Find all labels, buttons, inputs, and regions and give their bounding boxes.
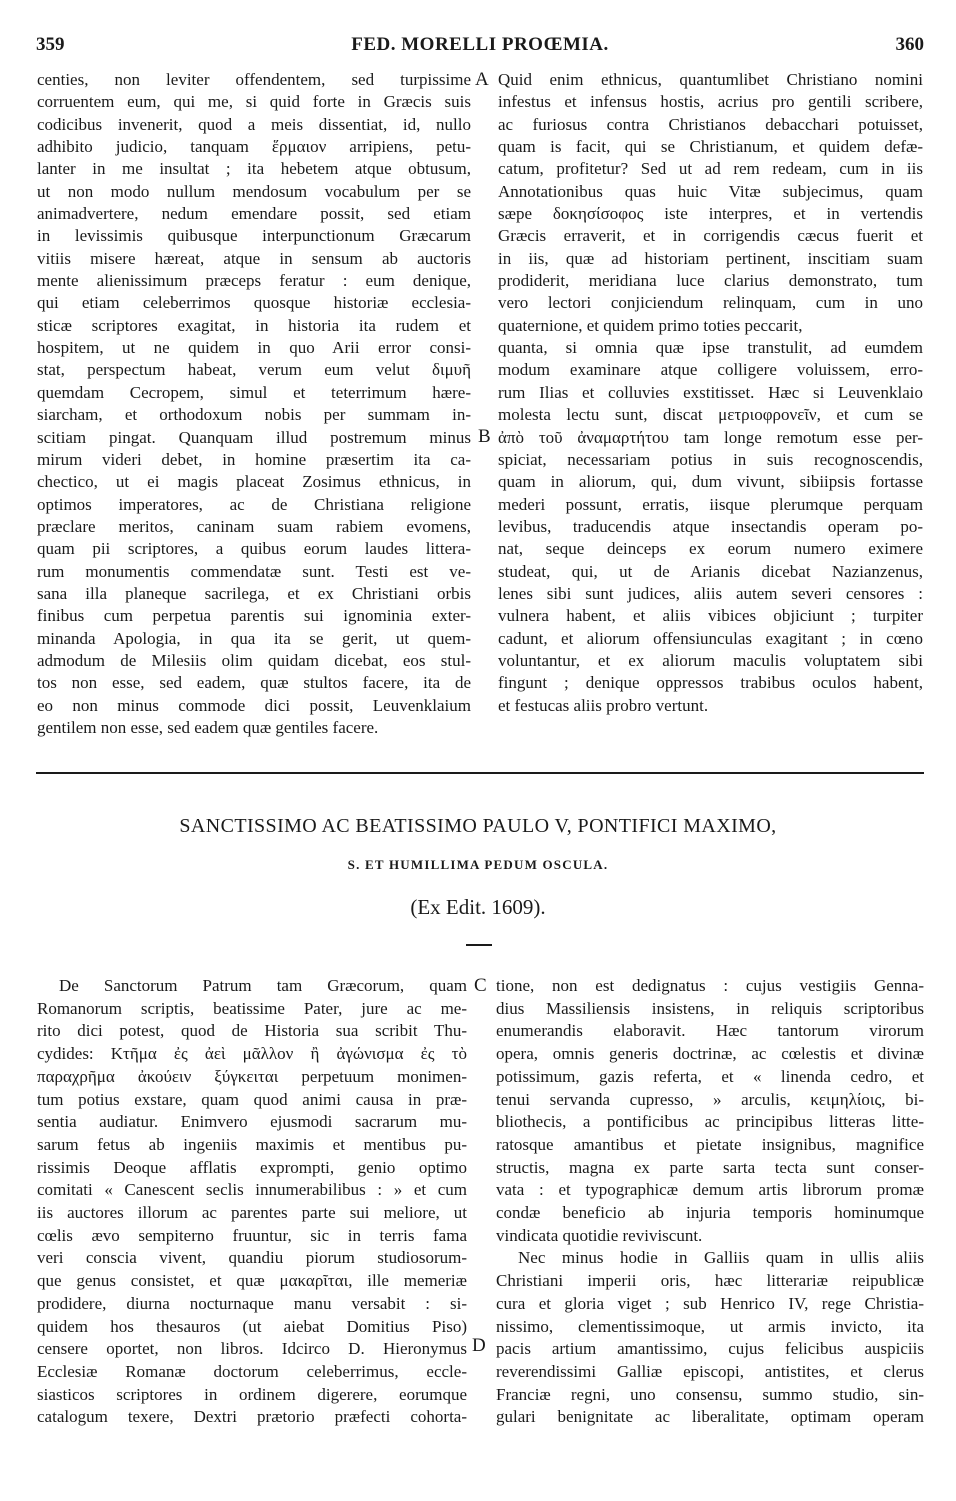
text-line: admodum de Milesiis olim quidam dicebat, eos stul- [37,650,471,670]
text-line: tum potius exstare, quam quod animi causa in præ- [37,1089,467,1109]
text-line: tenui servanda cupresso, » arculis, κειμηλίοις, bi- [496,1089,924,1109]
column-top-left [37,69,471,739]
text-line: spiciat, necessariam potius in suis recognoscendis, [498,449,923,469]
text-line: veri conscia vivent, quandiu piorum studiosorum- [37,1248,467,1268]
text-line: siarcham, et orthodoxum nobis per summam in- [37,405,471,425]
text-line: prodidere, diurna nocturnaque manu versabit : si- [37,1293,467,1313]
text-line: potissimum, gazis referta, et « linenda cedro, et [496,1066,924,1086]
salutation-line: S. ET HUMILLIMA PEDUM OSCULA. [347,857,609,872]
text-line: vero lectori conjiciendum relinquam, cum in uno [498,293,923,313]
text-line: tos non esse, sed eadem, quæ stultos facere, ita de [37,673,471,693]
column-bottom-left [37,975,467,1429]
text-line: gentilem non esse, sed eadem quæ gentiles facere. [37,717,379,737]
text-line: centies, non leviter offendentem, sed turpissime [37,70,471,89]
text-line: nissimo, clementissimoque, ut armis invicto, ita [496,1316,924,1336]
text-line: sarum fetus ab ingeniis maximis et mentibus pu- [37,1134,467,1154]
text-line: adhibito judicio, tanquam ἕρμαιον arripiens, petu- [37,137,471,157]
text-line: modum examinare atque colligere voluissem, erro- [498,360,923,380]
section-divider [36,772,924,774]
text-line: ratosque amantibus et pietate insignibus, magnifice [496,1134,924,1154]
text-line: in levissimis quibusque interpunctionum Græcarum [37,226,471,246]
text-line: nat, seque deinceps ex eorum numero eximere [498,539,923,559]
text-line: molesta lectu sunt, discat μετριοφρονεῖν, et cum se [498,405,923,425]
text-line: prodiderit, meridiana luce clarius demonstrato, tum [498,271,923,291]
text-line: lenes sibi sunt judices, aliis autem severi censores : [498,583,923,603]
text-line: censere oportet, non libros. Idcirco D. Hieronymus [37,1339,467,1359]
text-line: eo non minus commode dici possit, Leuvenklaium [37,695,471,715]
text-line: quam in aliorum, qui, dum vivunt, sibiipsis fortasse [498,472,923,492]
text-line: in iis, quæ ad historiam pertinent, inscitiam suam [498,248,923,268]
running-title: FED. MORELLI PROŒMIA. [351,34,609,55]
page-number-right: 360 [895,34,924,55]
text-line: quemdam Cecropem, simul et teterrimum hære- [37,382,471,402]
text-line: enumerandis elaboravit. Hæc tantorum virorum [496,1021,924,1041]
text-line: vulnera habent, et aliis vibices objiciunt ; turpiter [498,606,923,626]
text-line: tione, non est dedignatus : cujus vestigiis Genna- [496,976,924,995]
text-line: minanda Apologia, in qua ita se gerit, ut quem- [37,628,471,648]
page-number-left: 359 [36,34,65,55]
text-line: chectico, ut ei magis placeat Zosimus ethnicus, in [37,472,471,492]
text-line: reverendissimi Galliæ episcopi, antistites, et clerus [496,1361,924,1381]
text-line: hospitem, ut ne quidem in quo Arii error consi- [37,338,471,358]
column-bottom-right [496,975,924,1429]
text-line: Nec minus hodie in Galliis quam in ullis aliis [518,1248,924,1268]
text-line: Franciæ regni, uno consensu, summo studio, sin- [496,1384,924,1404]
text-line: rissimis Deoque afflatis exprompti, genio optimo [37,1157,467,1177]
text-line: animadvertere, nedum emendare possit, sed etiam [37,204,471,224]
short-rule [466,944,492,946]
text-line: παραχρῆμα ἀκούειν ξύγκειται perpetuum monimen- [37,1066,467,1086]
text-line: catalogum texere, Dextri prætorio præfecti cohorta- [37,1407,467,1427]
text-line: Græcis erraverit, et in corrigendis cæcus fuerit et [498,226,923,246]
text-line: catum, profitetur? Sed ut ad rem redeam, cum in iis [498,159,923,179]
text-line: cydides: Κτῆμα ἐς ἀεὶ μᾶλλον ἢ ἀγώνισμα ἐς τὸ [37,1044,467,1064]
text-line: quanta, si omnia quæ ipse transtulit, ad eumdem [498,338,923,358]
text-line: scitiam pingat. Quanquam illud postremum minus [37,427,471,447]
text-line: ac furiosus contra Christianos debacchari potuisset, [498,114,923,134]
text-line: Quid enim ethnicus, quantumlibet Christiano nomini [498,70,923,89]
text-line: optimos imperatores, ac de Christiana religione [37,494,471,514]
text-line: quam pii scriptores, a quibus eorum laudes littera- [37,539,471,559]
text-line: infestus et infensus hostis, acrius pro gentili scribere, [498,92,923,112]
text-line: dius Massiliensis insistens, in reliquis scriptoribus [496,998,924,1018]
text-line: stat, perspectum habeat, verum eum velut διμυῆ [37,360,471,380]
text-line: rum Ilias et colluvies exstitisset. Hæc si Leuvenklaio [498,382,923,402]
text-line: pacis artium amantissimo, cujus felicibus auspiciis [496,1339,924,1359]
text-line: sana illa planeque sacrilega, et ex Christiani orbis [37,583,471,603]
text-line: iis auctores illorum ac parentes parte sui meliore, ut [37,1203,467,1223]
text-line: cura et gloria viget ; sub Henrico IV, rege Christia- [496,1293,924,1313]
text-line: sæpe δοκησίσοφος iste interpres, et in vertendis [498,204,923,224]
text-line: bliothecis, a pontificibus ac principibus litteras litte- [496,1112,924,1132]
text-line: finibus cum perpetua parentis sui ignominia exter- [37,606,471,626]
text-line: cadunt, et aliorum offensiunculas exagitant ; in cœno [498,628,923,648]
text-line: quaternione, et quidem primo toties peccarit, [498,315,803,335]
text-line: rito dici potest, quod de Historia sua scribit Thu- [37,1021,467,1041]
edition-note: (Ex Edit. 1609). [410,895,546,919]
text-line: vindicata quotidie reviviscunt. [496,1225,703,1245]
text-line: lanter in me insultat ; ita hebetem atque obtusum, [37,159,471,179]
text-line: opera, omnis generis doctrinæ, ac cœlestis et divinæ [496,1044,924,1064]
text-line: Christiani imperii oris, hæc litterariæ reipublicæ [496,1271,924,1291]
text-line: sticæ scriptores exagitat, in historia ita rudem et [37,315,471,335]
text-line: voluntantur, et ex aliorum maculis voluptatem sibi [498,650,923,670]
text-line: levibus, traducendis atque insectandis operam po- [498,516,923,536]
text-line: que genus consistet, et quæ μακαρῖται, ille memeriæ [37,1271,467,1291]
text-line: præclare meritos, caninam suam rabiem evomens, [37,516,471,536]
text-line: ut non modo nullum mendosum vocabulum per se [37,181,471,201]
text-line: mirum videri debet, in homine præsertim ita ca- [37,449,471,469]
margin-letter-c: C [474,975,487,996]
text-line: mederi possunt, erratis, iisque plerumque perquam [498,494,923,514]
text-line: sentia audiatur. Enimvero ejusmodi sacrarum mu- [37,1112,467,1132]
text-line: fingunt ; denique oppressos trabibus oculos habent, [498,673,923,693]
text-line: vitiis misere hæreat, atque in sensum ab auctoris [37,248,471,268]
text-line: Annotationibus quas huic Vitæ subjecimus, quam [498,181,923,201]
text-line: mente alienissimum præceps feratur : eum denique, [37,271,471,291]
text-line: studeat, qui, ut de Arianis dicebat Nazianzenus, [498,561,923,581]
text-line: codicibus invenerit, quod a meis dissentiat, id, nullo [37,114,471,134]
column-top-right [498,69,923,717]
text-line: structis, magna ex parte sarta tecta sunt conser- [496,1157,924,1177]
text-line: De Sanctorum Patrum tam Græcorum, quam [59,976,467,995]
text-line: siasticos scriptores in ordinem digerere, eorumque [37,1384,467,1404]
text-line: qui etiam celeberrimos quosque historiæ ecclesia- [37,293,471,313]
running-header [36,34,924,60]
text-line: Romanorum scriptis, beatissime Pater, jure ac me- [37,998,467,1018]
text-line: Ecclesiæ Romanæ doctorum celeberrimus, eccle- [37,1361,467,1381]
text-line: corruentem eum, qui me, si quid forte in Græcis suis [37,92,471,112]
text-line: rum monumentis commendatæ sunt. Testi est ve- [37,561,471,581]
text-line: et festucas aliis probro vertunt. [498,695,709,715]
text-line: quam is facit, qui se Christianum, et quidem defæ- [498,137,923,157]
text-line: comitati « Canescent seclis innumerabilibus : » et cum [37,1180,467,1200]
text-line: cœlis ævo sempiterno fruuntur, sic in terris fama [37,1225,467,1245]
margin-letter-b: B [478,426,491,447]
text-line: vata : et typographicæ demum artis librorum promæ [496,1180,924,1200]
dedication-heading: SANCTISSIMO AC BEATISSIMO PAULO V, PONTIFICI MAXIMO, [179,815,777,837]
margin-letter-a: A [475,69,489,90]
text-line: gulari benignitate ac liberalitate, optimam operam [496,1407,924,1427]
text-line: ἀπὸ τοῦ ἀναμαρτήτου tam longe remotum esse per- [498,427,923,447]
text-line: condæ beneficio ab injuria temporis hominumque [496,1203,924,1223]
margin-letter-d: D [472,1335,486,1356]
text-line: quidem hos thesauros (ut aiebat Domitius Piso) [37,1316,467,1336]
